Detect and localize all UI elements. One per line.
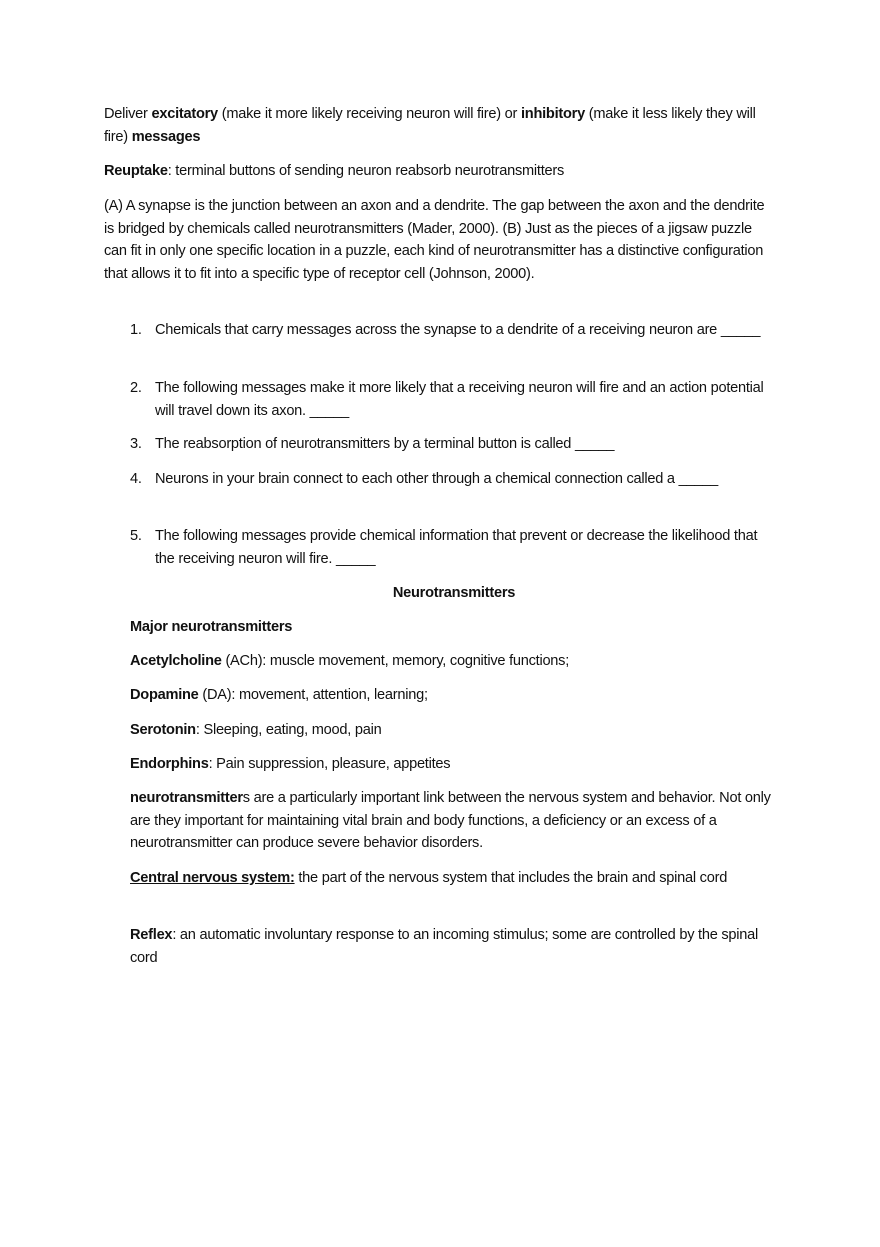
text: (make it less likely they will fire) bbox=[104, 106, 756, 145]
question-2 bbox=[130, 377, 770, 422]
question-3 bbox=[130, 433, 770, 456]
question-text: The following messages provide chemical information that prevent or decrease the likelihood that the receiving neuron will fire. _____ bbox=[155, 528, 758, 567]
item-acetylcholine bbox=[130, 650, 778, 673]
list-number: 1. bbox=[130, 322, 142, 338]
text: Deliver bbox=[104, 106, 152, 122]
term: Dopamine bbox=[130, 687, 199, 703]
question-text: Chemicals that carry messages across the synapse to a dendrite of a receiving neuron are _____ bbox=[155, 322, 761, 338]
definition: : Pain suppression, pleasure, appetites bbox=[208, 756, 451, 772]
inhibitory-term: inhibitory bbox=[520, 106, 585, 122]
term: Serotonin bbox=[130, 722, 196, 738]
question-5 bbox=[130, 525, 770, 570]
definition: : terminal buttons of sending neuron reabsorb neurotransmitters bbox=[167, 163, 565, 179]
reuptake-definition bbox=[104, 160, 776, 183]
term: Endorphins bbox=[130, 756, 209, 772]
question-text: The following messages make it more likely that a receiving neuron will fire and an action potential will travel down its axon. _____ bbox=[155, 380, 764, 419]
section-heading: Neurotransmitters bbox=[392, 585, 516, 601]
item-endorphins bbox=[130, 753, 778, 776]
intro-paragraph bbox=[104, 103, 776, 148]
question-4 bbox=[130, 468, 770, 491]
list-number: 4. bbox=[130, 471, 142, 487]
question-1 bbox=[130, 319, 770, 342]
cns-definition bbox=[130, 867, 778, 890]
question-text: Neurons in your brain connect to each other through a chemical connection called a _____ bbox=[155, 471, 718, 487]
definition: the part of the nervous system that includes the brain and spinal cord bbox=[294, 870, 728, 886]
list-number: 5. bbox=[130, 528, 142, 544]
synapse-paragraph: (A) A synapse is the junction between an axon and a dendrite. The gap between the axon and the dendrite is bridged by chemicals called neurotransmitters (Mader, 2000). (B) Just as the pieces of a jigsaw puzzle can fit in only one specific location in a puzzle, each kind of neurotransmitter has a distinctive configuration that allows it to fit into a specific type of receptor cell (Johnson, 2000). bbox=[104, 198, 765, 282]
item-serotonin bbox=[130, 719, 778, 742]
definition: : Sleeping, eating, mood, pain bbox=[195, 722, 382, 738]
excitatory-term: excitatory bbox=[151, 106, 218, 122]
text: s are a particularly important link between the nervous system and behavior. Not only are they important for maintaining vital brain and body functions, a deficiency or an excess of a neurotransmitter can produce severe behavior disorders. bbox=[130, 790, 771, 851]
term: neurotransmitter bbox=[130, 790, 243, 806]
subheading: Major neurotransmitters bbox=[130, 619, 293, 635]
question-text: The reabsorption of neurotransmitters by a terminal button is called _____ bbox=[155, 436, 615, 452]
list-number: 3. bbox=[130, 436, 142, 452]
list-number: 2. bbox=[130, 380, 142, 396]
reflex-definition bbox=[130, 924, 778, 969]
text: (make it more likely receiving neuron will fire) or bbox=[217, 106, 521, 122]
term: Acetylcholine bbox=[130, 653, 222, 669]
messages-term: messages bbox=[131, 128, 201, 145]
definition: (DA): movement, attention, learning; bbox=[198, 687, 428, 703]
definition: : an automatic involuntary response to an incoming stimulus; some are controlled by the spinal cord bbox=[130, 927, 759, 966]
term: Reuptake bbox=[104, 163, 168, 179]
term: Central nervous system: bbox=[130, 870, 295, 886]
term: Reflex bbox=[130, 927, 173, 943]
item-dopamine bbox=[130, 684, 778, 707]
neurotransmitter-paragraph bbox=[130, 787, 778, 855]
definition: (ACh): muscle movement, memory, cognitive functions; bbox=[221, 653, 570, 669]
